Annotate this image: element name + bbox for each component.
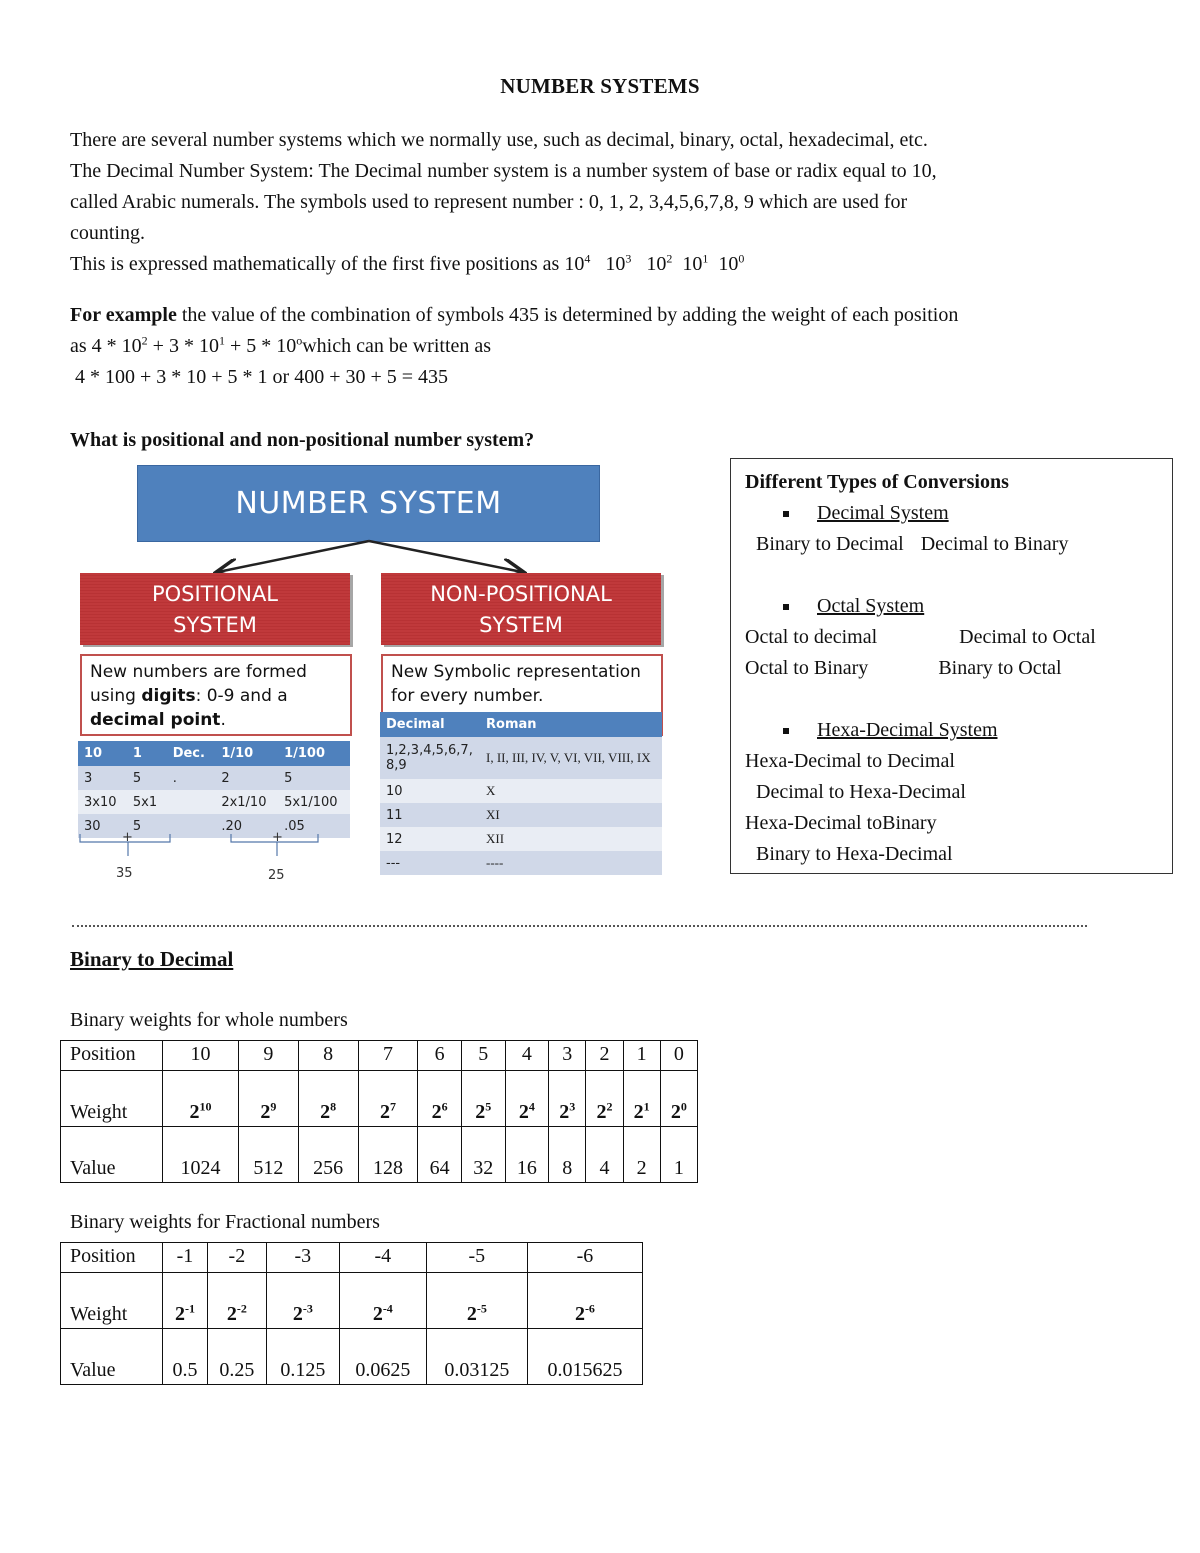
bullet-square-icon — [783, 511, 789, 517]
value-cell: 2 — [623, 1127, 660, 1183]
fractional-numbers-caption: Binary weights for Fractional numbers — [70, 1211, 380, 1233]
position-cell: 7 — [358, 1041, 418, 1071]
table-row: Weight $2^{-1}$ $2^{-2}$ $2^{-3}$ $2^{-4}$ $2^{-5}$ $2^{-6}$ — [61, 1273, 643, 1329]
position-cell: -6 — [527, 1243, 642, 1273]
power-10-1: $10^1$ — [682, 251, 709, 275]
position-cell: 10 — [163, 1041, 239, 1071]
table-row: 12 XII — [380, 827, 662, 851]
roman-numeral-table: Decimal Roman 1,2,3,4,5,6,7, 8,9 I, II, III, IV, V, VI, VII, VIII, IX 10 X 11 XI 12 XII --- ---- — [380, 712, 662, 875]
plus-sign-right: + — [272, 830, 283, 845]
intro-line-1: There are several number systems which we normally use, such as decimal, binary, octal, hexadecimal, etc. — [70, 129, 928, 151]
position-cell: 6 — [418, 1041, 462, 1071]
power-10-2: $10^2$ — [646, 251, 673, 275]
weight-cell: $2^5$ — [461, 1071, 505, 1127]
table-row: --- ---- — [380, 851, 662, 875]
table-row: 30 5 .20 .05 — [78, 814, 350, 838]
value-cell: 0.03125 — [426, 1329, 527, 1385]
weight-cell: $2^1$ — [623, 1071, 660, 1127]
non-positional-description: New Symbolic representation for every number. — [381, 654, 663, 736]
value-cell: 8 — [549, 1127, 586, 1183]
whole-numbers-caption: Binary weights for whole numbers — [70, 1009, 348, 1031]
arrow-to-positional — [218, 541, 369, 572]
position-cell: -4 — [339, 1243, 426, 1273]
weight-cell: $2^{-1}$ — [163, 1273, 208, 1329]
weight-cell: $2^6$ — [418, 1071, 462, 1127]
table-row: 1,2,3,4,5,6,7, 8,9 I, II, III, IV, V, VI, VII, VIII, IX — [380, 737, 662, 779]
intro-line-2: The Decimal Number System: The Decimal number system is a number system of base or radix equal to 10, — [70, 160, 937, 182]
bullet-hex-system: Hexa-Decimal System — [745, 715, 1158, 746]
bullet-octal-system: Octal System — [745, 591, 1158, 622]
weight-cell: $2^7$ — [358, 1071, 418, 1127]
value-cell: 64 — [418, 1127, 462, 1183]
position-cell: 2 — [586, 1041, 623, 1071]
dotted-separator — [72, 925, 1087, 927]
binary-weights-fractional-table — [60, 1242, 643, 1385]
conversion-item: Binary to Hexa-Decimal — [756, 843, 953, 865]
position-cell: 8 — [298, 1041, 358, 1071]
example-line-1: For example the value of the combination of symbols 435 is determined by adding the weight of each position — [70, 304, 959, 326]
positional-example-table: 10 1 Dec. 1/10 1/100 3 5 . 2 5 3x10 5x1 2x1/10 5x1/100 30 5 .20 .05 — [78, 741, 350, 838]
bullet-square-icon — [783, 604, 789, 610]
conversions-box — [730, 458, 1173, 874]
non-positional-system-box: NON-POSITIONAL SYSTEM — [381, 573, 661, 645]
value-cell: 256 — [298, 1127, 358, 1183]
sum-left-label: 35 — [116, 866, 133, 881]
positional-system-box: POSITIONAL SYSTEM — [80, 573, 350, 645]
table-row: Value 0.5 0.25 0.125 0.0625 0.03125 0.015625 — [61, 1329, 643, 1385]
weight-cell: $2^{-6}$ — [527, 1273, 642, 1329]
bullet-square-icon — [783, 728, 789, 734]
value-cell: 0.25 — [207, 1329, 266, 1385]
positional-description: New numbers are formed using digits: 0-9 and a decimal point. — [80, 654, 352, 736]
value-cell: 512 — [238, 1127, 298, 1183]
plus-sign-left: + — [122, 830, 133, 845]
position-cell: 0 — [660, 1041, 697, 1071]
weight-cell: $2^{-3}$ — [266, 1273, 339, 1329]
position-cell: -5 — [426, 1243, 527, 1273]
weight-cell: $2^3$ — [549, 1071, 586, 1127]
intro-line-5 — [70, 249, 1150, 280]
section-heading-binary-to-decimal: Binary to Decimal — [70, 947, 234, 971]
table-row: Value 1024 512 256 128 64 32 16 8 4 2 1 — [61, 1127, 698, 1183]
position-cell: 9 — [238, 1041, 298, 1071]
conversion-item: Octal to Binary — [745, 657, 869, 679]
intro-line-3: called Arabic numerals. The symbols used to represent number : 0, 1, 2, 3,4,5,6,7,8, 9 which are used for — [70, 191, 908, 213]
value-cell: 1 — [660, 1127, 697, 1183]
value-cell: 32 — [461, 1127, 505, 1183]
value-cell: 128 — [358, 1127, 418, 1183]
position-cell: -2 — [207, 1243, 266, 1273]
conversion-item: Binary to Octal — [938, 657, 1062, 679]
example-line-2: as $4 * 10^2 + 3 * 10^1 + 5$ * 10$^o$which can be written as — [70, 333, 492, 357]
sum-right-label: 25 — [268, 868, 285, 883]
weight-cell: $2^9$ — [238, 1071, 298, 1127]
example-line-3: 4 * 100 + 3 * 10 + 5 * 1 or 400 + 30 + 5 = 435 — [70, 366, 449, 388]
value-cell: 0.0625 — [339, 1329, 426, 1385]
power-10-3: $10^3$ — [605, 251, 632, 275]
conversion-item: Octal to decimal — [745, 626, 878, 648]
position-cell: 1 — [623, 1041, 660, 1071]
weight-cell: $2^{-4}$ — [339, 1273, 426, 1329]
number-system-diagram — [78, 462, 668, 887]
weight-cell: $2^2$ — [586, 1071, 623, 1127]
diagram-root-box: NUMBER SYSTEM — [137, 465, 600, 542]
position-cell: 3 — [549, 1041, 586, 1071]
diagram-arrows — [78, 462, 668, 577]
value-cell: 4 — [586, 1127, 623, 1183]
conversion-item: Decimal to Hexa-Decimal — [756, 781, 966, 803]
question-heading: What is positional and non-positional number system? — [70, 429, 535, 451]
table-row: Position -1 -2 -3 -4 -5 -6 — [61, 1243, 643, 1273]
value-cell: 0.5 — [163, 1329, 208, 1385]
table-row: Position 10 9 8 7 6 5 4 3 2 1 0 — [61, 1041, 698, 1071]
arrow-to-non-positional — [369, 541, 522, 572]
value-cell: 0.015625 — [527, 1329, 642, 1385]
document-title: NUMBER SYSTEMS — [500, 74, 700, 98]
binary-weights-whole-table — [60, 1040, 698, 1183]
table-row: 10 X — [380, 779, 662, 803]
conversions-heading: Different Types of Conversions — [745, 471, 1009, 493]
conversion-item: Hexa-Decimal toBinary — [745, 812, 937, 834]
weight-cell: $2^0$ — [660, 1071, 697, 1127]
conversion-item: Hexa-Decimal to Decimal — [745, 750, 955, 772]
table-row: 11 XI — [380, 803, 662, 827]
power-10-4: $10^4$ — [564, 251, 591, 275]
weight-cell: $2^{-2}$ — [207, 1273, 266, 1329]
value-cell: 1024 — [163, 1127, 239, 1183]
weight-cell: $2^4$ — [505, 1071, 549, 1127]
power-10-0: $10^0$ — [718, 251, 745, 275]
conversion-item: Decimal to Octal — [959, 626, 1096, 648]
weight-cell: $2^{-5}$ — [426, 1273, 527, 1329]
position-cell: 4 — [505, 1041, 549, 1071]
table-row: 3x10 5x1 2x1/10 5x1/100 — [78, 790, 350, 814]
value-cell: 0.125 — [266, 1329, 339, 1385]
position-cell: -3 — [266, 1243, 339, 1273]
example-lead: For example — [70, 304, 177, 326]
table-row: Weight $2^{10}$ $2^9$ $2^8$ $2^7$ $2^6$ $2^5$ $2^4$ $2^3$ $2^2$ $2^1$ $2^0$ — [61, 1071, 698, 1127]
table-row: 3 5 . 2 5 — [78, 766, 350, 790]
position-cell: 5 — [461, 1041, 505, 1071]
intro-line-4: counting. — [70, 222, 145, 244]
value-cell: 16 — [505, 1127, 549, 1183]
conversion-item: Binary to Decimal — [756, 533, 904, 555]
weight-cell: $2^8$ — [298, 1071, 358, 1127]
position-cell: -1 — [163, 1243, 208, 1273]
conversion-item: Decimal to Binary — [920, 533, 1069, 555]
weight-cell: $2^{10}$ — [163, 1071, 239, 1127]
powers-prefix: This is expressed mathematically of the first five positions as — [70, 253, 565, 275]
bullet-decimal-system: Decimal System — [745, 498, 1158, 529]
